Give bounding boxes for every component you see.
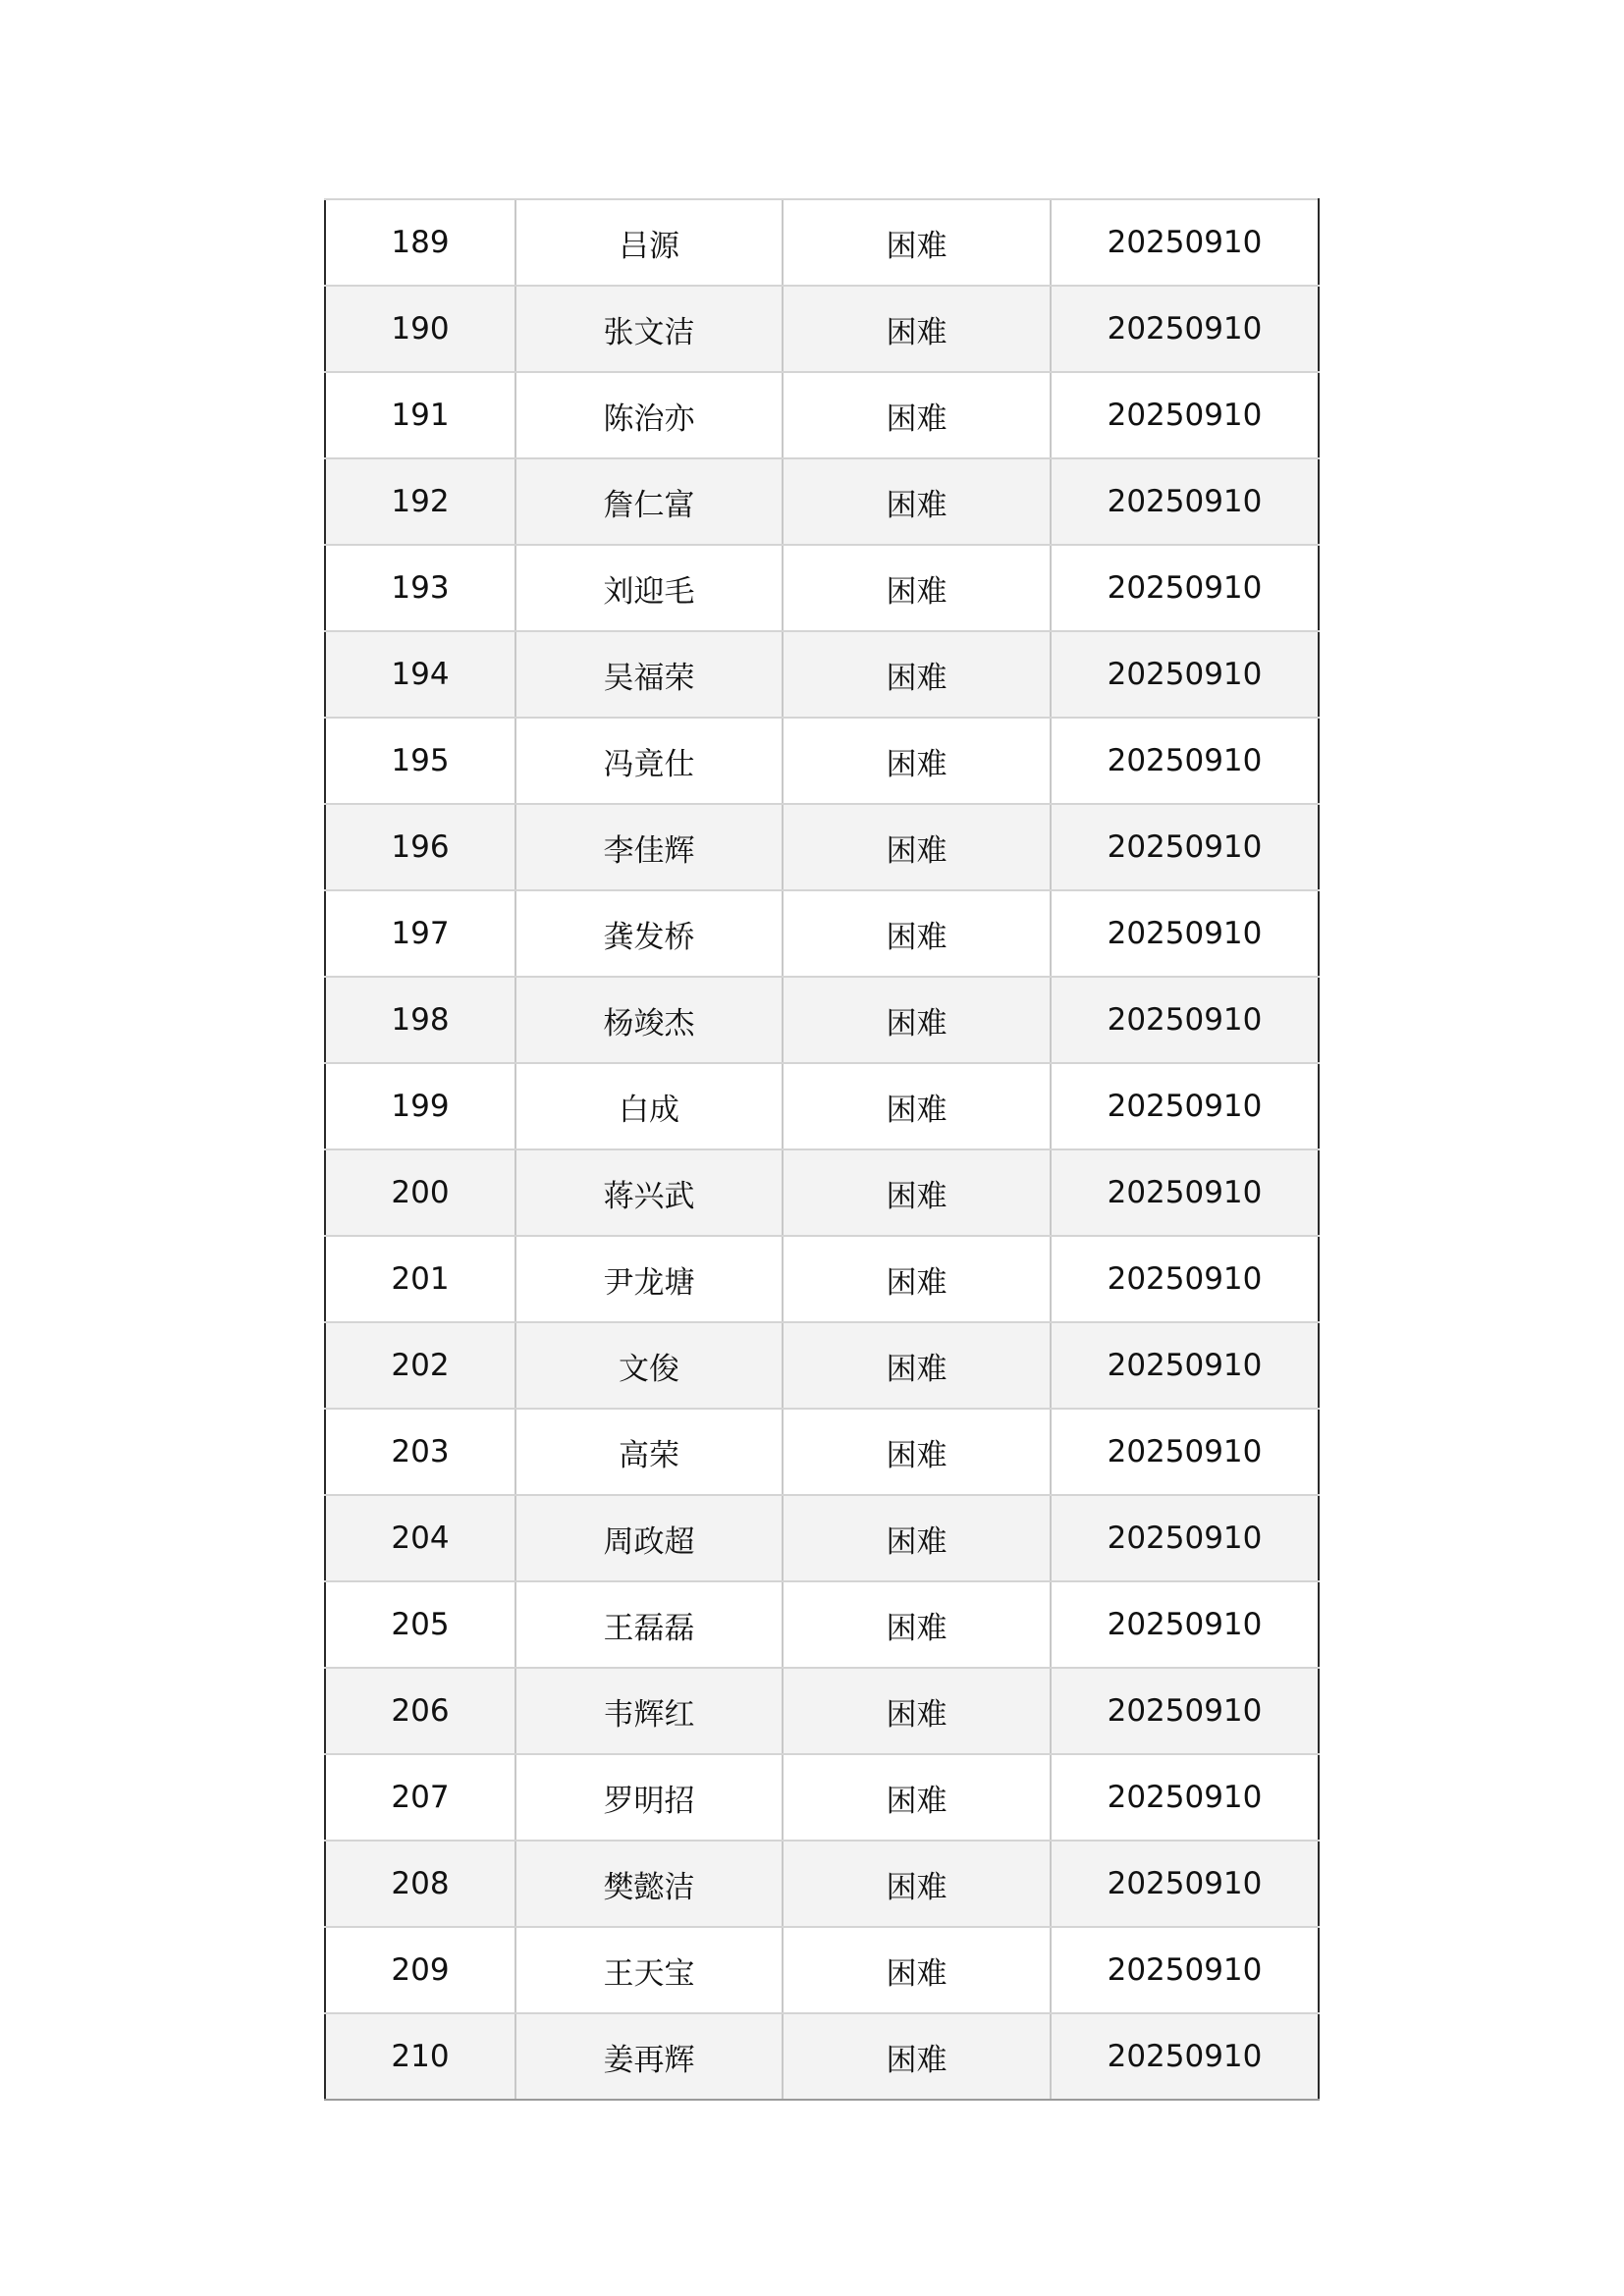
row-number: 201: [325, 1236, 515, 1322]
date-cell: 20250910: [1051, 1236, 1319, 1322]
status-cell: 困难: [783, 1668, 1051, 1754]
person-name: 文俊: [515, 1322, 783, 1409]
table-row: [325, 458, 1319, 545]
row-number: 203: [325, 1409, 515, 1495]
person-name: 罗明招: [515, 1754, 783, 1841]
date-cell: 20250910: [1051, 1063, 1319, 1149]
date-cell: 20250910: [1051, 1668, 1319, 1754]
row-number: 209: [325, 1927, 515, 2013]
person-name: 樊懿洁: [515, 1841, 783, 1927]
status-cell: 困难: [783, 1322, 1051, 1409]
table-row: [325, 1581, 1319, 1668]
status-cell: 困难: [783, 458, 1051, 545]
row-number: 199: [325, 1063, 515, 1149]
status-cell: 困难: [783, 1754, 1051, 1841]
row-number: 210: [325, 2013, 515, 2100]
person-name: 周政超: [515, 1495, 783, 1581]
date-cell: 20250910: [1051, 1841, 1319, 1927]
table-row: [325, 804, 1319, 890]
status-cell: 困难: [783, 1409, 1051, 1495]
person-name: 王天宝: [515, 1927, 783, 2013]
status-cell: 困难: [783, 199, 1051, 286]
table-row: [325, 977, 1319, 1063]
status-cell: 困难: [783, 718, 1051, 804]
table-row: [325, 1063, 1319, 1149]
status-cell: 困难: [783, 1927, 1051, 2013]
status-cell: 困难: [783, 1236, 1051, 1322]
status-cell: 困难: [783, 545, 1051, 631]
status-cell: 困难: [783, 804, 1051, 890]
row-number: 208: [325, 1841, 515, 1927]
status-cell: 困难: [783, 1495, 1051, 1581]
row-number: 202: [325, 1322, 515, 1409]
person-name: 韦辉红: [515, 1668, 783, 1754]
table-row: [325, 1409, 1319, 1495]
person-name: 李佳辉: [515, 804, 783, 890]
row-number: 194: [325, 631, 515, 718]
person-name: 尹龙塘: [515, 1236, 783, 1322]
person-name: 吴福荣: [515, 631, 783, 718]
row-number: 192: [325, 458, 515, 545]
row-number: 198: [325, 977, 515, 1063]
row-number: 204: [325, 1495, 515, 1581]
date-cell: 20250910: [1051, 718, 1319, 804]
person-name: 吕源: [515, 199, 783, 286]
person-name: 刘迎毛: [515, 545, 783, 631]
row-number: 206: [325, 1668, 515, 1754]
status-cell: 困难: [783, 1841, 1051, 1927]
table-row: [325, 1322, 1319, 1409]
table-row: [325, 1841, 1319, 1927]
status-cell: 困难: [783, 1581, 1051, 1668]
table-row: [325, 718, 1319, 804]
roster-table-body: [325, 199, 1319, 2100]
person-name: 冯竟仕: [515, 718, 783, 804]
date-cell: 20250910: [1051, 631, 1319, 718]
date-cell: 20250910: [1051, 890, 1319, 977]
person-name: 陈治亦: [515, 372, 783, 458]
person-name: 张文洁: [515, 286, 783, 372]
date-cell: 20250910: [1051, 458, 1319, 545]
date-cell: 20250910: [1051, 545, 1319, 631]
row-number: 191: [325, 372, 515, 458]
date-cell: 20250910: [1051, 1927, 1319, 2013]
date-cell: 20250910: [1051, 1322, 1319, 1409]
status-cell: 困难: [783, 631, 1051, 718]
status-cell: 困难: [783, 1149, 1051, 1236]
table-row: [325, 1668, 1319, 1754]
row-number: 190: [325, 286, 515, 372]
table-row: [325, 1927, 1319, 2013]
table-row: [325, 545, 1319, 631]
table-row: [325, 1495, 1319, 1581]
table-row: [325, 372, 1319, 458]
row-number: 193: [325, 545, 515, 631]
person-name: 龚发桥: [515, 890, 783, 977]
table-row: [325, 199, 1319, 286]
roster-table: [324, 198, 1320, 2101]
person-name: 王磊磊: [515, 1581, 783, 1668]
status-cell: 困难: [783, 977, 1051, 1063]
date-cell: 20250910: [1051, 1754, 1319, 1841]
person-name: 姜再辉: [515, 2013, 783, 2100]
status-cell: 困难: [783, 286, 1051, 372]
row-number: 207: [325, 1754, 515, 1841]
person-name: 詹仁富: [515, 458, 783, 545]
row-number: 197: [325, 890, 515, 977]
date-cell: 20250910: [1051, 2013, 1319, 2100]
date-cell: 20250910: [1051, 286, 1319, 372]
status-cell: 困难: [783, 2013, 1051, 2100]
person-name: 白成: [515, 1063, 783, 1149]
date-cell: 20250910: [1051, 1409, 1319, 1495]
person-name: 高荣: [515, 1409, 783, 1495]
table-row: [325, 2013, 1319, 2100]
table-row: [325, 631, 1319, 718]
date-cell: 20250910: [1051, 1149, 1319, 1236]
date-cell: 20250910: [1051, 1495, 1319, 1581]
status-cell: 困难: [783, 372, 1051, 458]
date-cell: 20250910: [1051, 372, 1319, 458]
row-number: 205: [325, 1581, 515, 1668]
status-cell: 困难: [783, 890, 1051, 977]
date-cell: 20250910: [1051, 1581, 1319, 1668]
row-number: 196: [325, 804, 515, 890]
table-row: [325, 890, 1319, 977]
table-row: [325, 1149, 1319, 1236]
table-row: [325, 1754, 1319, 1841]
row-number: 200: [325, 1149, 515, 1236]
row-number: 195: [325, 718, 515, 804]
table-row: [325, 1236, 1319, 1322]
roster-table-container: [324, 198, 1318, 2101]
person-name: 杨竣杰: [515, 977, 783, 1063]
status-cell: 困难: [783, 1063, 1051, 1149]
person-name: 蒋兴武: [515, 1149, 783, 1236]
table-row: [325, 286, 1319, 372]
row-number: 189: [325, 199, 515, 286]
date-cell: 20250910: [1051, 977, 1319, 1063]
date-cell: 20250910: [1051, 804, 1319, 890]
date-cell: 20250910: [1051, 199, 1319, 286]
